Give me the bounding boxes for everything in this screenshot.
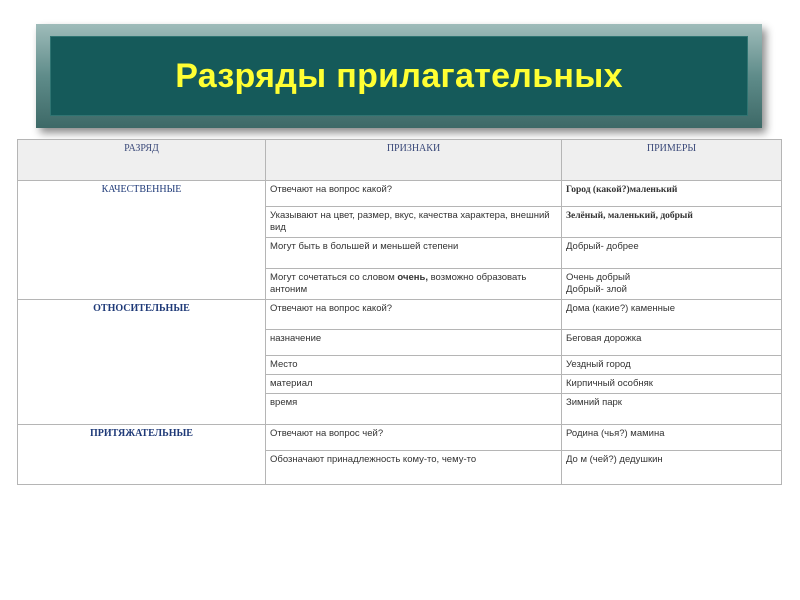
example-cell: До м (чей?) дедушкин <box>562 450 782 484</box>
sign-text-emphasis: очень, <box>397 271 428 283</box>
category-qualitative: КАЧЕСТВЕННЫЕ <box>18 181 266 300</box>
sign-cell: Могут быть в большей и меньшей степени <box>266 238 562 268</box>
title-banner-inner <box>50 36 748 116</box>
example-cell: Дома (какие?) каменные <box>562 299 782 329</box>
sign-cell: Обозначают принадлежность кому-то, чему-то <box>266 450 562 484</box>
example-cell: Родина (чья?) мамина <box>562 424 782 450</box>
table-header-row <box>18 140 782 181</box>
sign-cell: Место <box>266 356 562 375</box>
sign-cell: Отвечают на вопрос какой? <box>266 299 562 329</box>
example-cell: Город (какой?)маленький <box>562 181 782 207</box>
example-cell: Добрый- добрее <box>562 238 782 268</box>
example-cell: Зимний парк <box>562 394 782 424</box>
sign-cell: Отвечают на вопрос чей? <box>266 424 562 450</box>
sign-cell: время <box>266 394 562 424</box>
header-signs: ПРИЗНАКИ <box>266 140 562 181</box>
header-examples: ПРИМЕРЫ <box>562 140 782 181</box>
example-cell: Кирпичный особняк <box>562 375 782 394</box>
sign-cell: Указывают на цвет, размер, вкус, качества характера, внешний вид <box>266 207 562 238</box>
header-category: РАЗРЯД <box>18 140 266 181</box>
sign-text-before: Могут сочетаться со словом <box>270 271 395 283</box>
category-relative: ОТНОСИТЕЛЬНЫЕ <box>18 299 266 424</box>
example-cell <box>562 268 782 299</box>
example-cell: Уездный город <box>562 356 782 375</box>
category-possessive: ПРИТЯЖАТЕЛЬНЫЕ <box>18 424 266 484</box>
sign-cell: материал <box>266 375 562 394</box>
example-cell: Беговая дорожка <box>562 329 782 355</box>
sign-cell <box>266 268 562 299</box>
example-line: Добрый- злой <box>566 283 627 295</box>
example-cell: Зелёный, маленький, добрый <box>562 207 782 238</box>
table-row <box>18 299 782 329</box>
title-banner <box>36 24 762 128</box>
table-row <box>18 181 782 207</box>
page-title: Разряды прилагательных <box>175 56 623 95</box>
sign-cell: назначение <box>266 329 562 355</box>
sign-text-after: возможно образовать антоним <box>270 271 527 295</box>
table-row <box>18 424 782 450</box>
example-line: Очень добрый <box>566 271 631 283</box>
sign-cell: Отвечают на вопрос какой? <box>266 181 562 207</box>
adjective-categories-table <box>17 139 782 485</box>
